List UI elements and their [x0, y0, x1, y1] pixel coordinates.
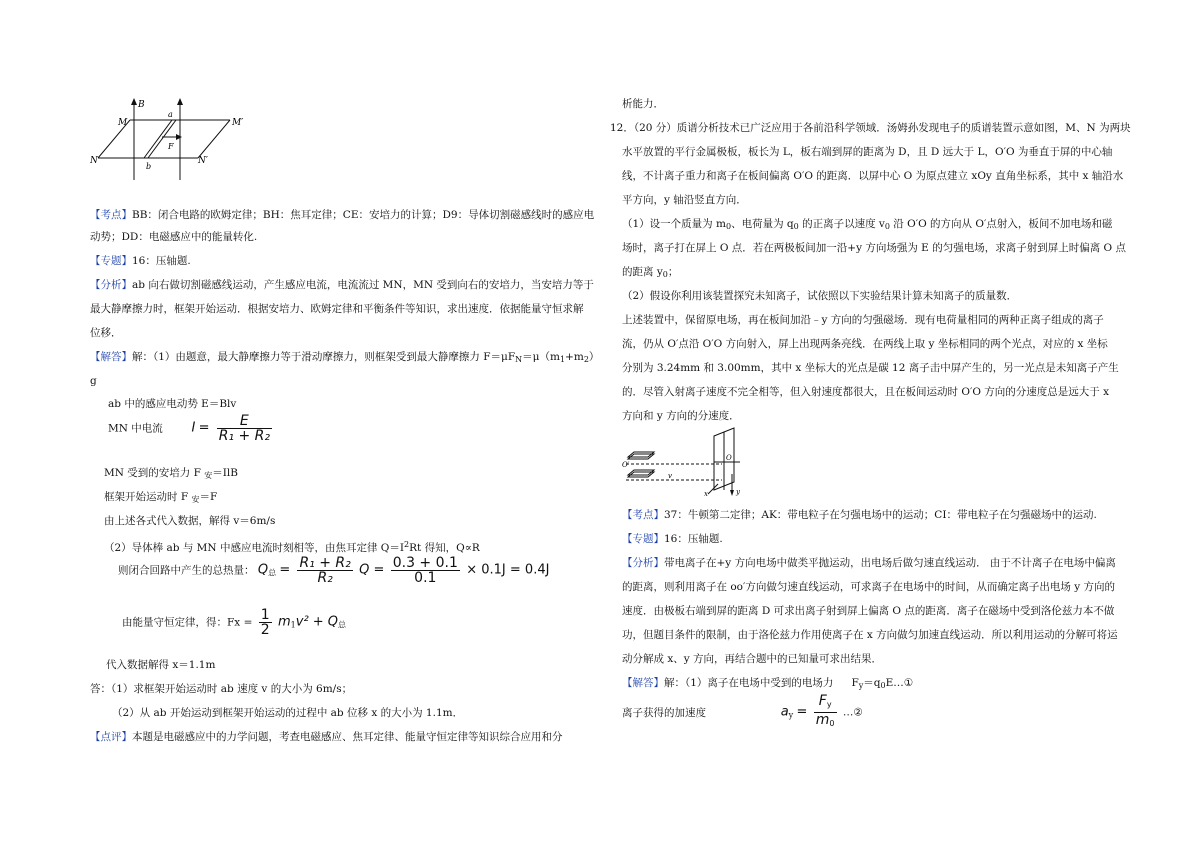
label-M: M	[118, 118, 128, 128]
dianping-tag: 【点评】	[90, 731, 132, 743]
jieda-tag: 【解答】	[90, 351, 132, 363]
label-B: B	[138, 100, 145, 110]
dianping-line: 【点评】本题是电磁感应中的力学问题，考查电磁感应、焦耳定律、能量守恒定律等知识综合应用和分	[90, 731, 563, 743]
sub1-line-1: （1）设一个质量为 $m_0$、电荷量为 $q_0$ 的正离子以速度 $v_0$ 沿 O′O 的方向从 O′点射入，板间不加电场和磁	[622, 218, 1113, 231]
answer-line-1: 答：（1）求框架开始运动时 ab 速度 v 的大小为 6m/s；	[90, 683, 353, 695]
sub1-line-3: 的距离 $y_0$；	[622, 266, 679, 279]
mass-spectrometer-figure	[622, 424, 762, 499]
label-b: b	[146, 162, 152, 171]
r-zhuanti-line: 【专题】16：压轴题.	[622, 533, 723, 545]
label-O: O	[726, 454, 732, 462]
label-v: v	[668, 472, 672, 480]
exp-line-2: 流，仍从 O′点沿 O′O 方向射入，屏上出现两条亮线．在两线上取 y 坐标相同的两个光点，对应的 x 坐标	[622, 338, 1108, 350]
emf-line: ab 中的感应电动势 E＝Blv	[108, 398, 237, 410]
fenxi-line-1: 【分析】ab 向右做切割磁感线运动，产生感应电流，电流流过 MN，MN 受到向右的安培力，当安培力等于	[90, 279, 594, 291]
r-jieda-tag: 【解答】	[622, 677, 664, 689]
kaodian-line-2: 动势；DD：电磁感应中的能量转化.	[90, 231, 258, 243]
accel-line: 离子获得的加速度 $a_y$ = $\frac{F_y}{m_0}$ …②	[622, 694, 863, 731]
sub1-line-2: 场时，离子打在屏上 O 点．若在两极板间加一沿+y 方向场强为 E 的匀强电场，求离子射到屏上时偏离 O 点	[622, 242, 1126, 254]
jieda-line-2: g	[90, 375, 97, 387]
jieda-line-1: 【解答】解：（1）由题意，最大静摩擦力等于滑动摩擦力，则框架受到最大静摩擦力 $F=\mu F_N=\mu(m_1+m_2)$	[90, 351, 600, 364]
fenxi-line-3: 位移．	[90, 327, 122, 339]
kaodian-line-1: 【考点】BB：闭合电路的欧姆定律；BH：焦耳定律；CE：安培力的计算；D9：导体切割磁感线时的感应电	[90, 209, 595, 221]
current-line: MN 中电流 I = $\frac{E}{\text{R₁ + R₂}}$	[108, 413, 270, 444]
label-y: y	[736, 488, 740, 496]
r-kaodian-line: 【考点】37：牛顿第二定律；AK：带电粒子在匀强电场中的运动；CI：带电粒子在匀强磁场中的运动.	[622, 509, 1097, 521]
label-x: x	[704, 490, 708, 498]
exp-line-3: 分别为 3.24mm 和 3.00mm，其中 x 坐标大的光点是碳 12 离子击中屏产生的，另一光点是未知离子产生	[622, 362, 1119, 374]
current-fraction: $\frac{E}{\text{R₁ + R₂}}$	[218, 413, 270, 444]
force-line: MN 受到的安培力 F $_安$＝IlB	[104, 467, 238, 480]
r-zhuanti-tag: 【专题】	[622, 533, 664, 545]
start-line: 框架开始运动时 F $_安$＝F	[104, 491, 218, 504]
exp-line-4: 的．尽管入射离子速度不完全相等，但入射速度都很大，且在板间运动时 O′O 方向的分速度总是远大于 x	[622, 386, 1110, 398]
zhuanti-line: 【专题】16：压轴题.	[90, 255, 191, 267]
label-M-prime: M′	[232, 118, 244, 128]
fenxi-tag: 【分析】	[90, 279, 132, 291]
exp-line-5: 方向和 y 方向的分速度．	[622, 410, 740, 422]
heat-fraction-2: $\frac{0.3 + 0.1}{0.1}$	[392, 555, 458, 586]
q12-line-1: 12．（20 分）质谱分析技术已广泛应用于各前沿科学领域．汤姆孙发现电子的质谱装置示意如图，M、N 为两块	[610, 122, 1131, 134]
q12-line-3: 线，不计离子重力和离子在板间偏离 O′O 的距离．以屏中心 O 为原点建立 xOy 直角坐标系，其中 x 轴沿水	[622, 170, 1124, 182]
r-kaodian-tag: 【考点】	[622, 509, 664, 521]
r-fenxi-line-1: 【分析】带电离子在+y 方向电场中做类平抛运动，出电场后做匀速直线运动． 由于不计离子在电场中偏离	[622, 557, 1116, 569]
label-a: a	[168, 110, 173, 119]
r-jieda-line: 【解答】解：（1）离子在电场中受到的电场力 $F_y=q_0E\dots ①$	[622, 677, 914, 690]
solve-x-line: 代入数据解得 x＝1.1m	[106, 659, 216, 671]
r-fenxi-line-5: 动分解成 x、y 方向，再结合题中的已知量可求出结果．	[622, 653, 883, 665]
label-O-prime: O′	[622, 461, 630, 469]
rail-frame-figure	[90, 95, 260, 190]
fenxi-line-2: 最大静摩擦力时，框架开始运动．根据安培力、欧姆定律和平衡条件等知识，求出速度．依据能量守恒求解	[90, 303, 584, 315]
r-fenxi-line-4: 功，但题目条件的限制，由于洛伦兹力作用使离子在 x 方向做匀加速直线运动．所以利用运动的分解可将运	[622, 629, 1118, 641]
energy-line: 由能量守恒定律，得：Fx = $\frac{1}{2}$ $m_1v^2 + Q_总$	[122, 607, 347, 638]
label-N: N	[90, 156, 98, 166]
solve-v-line: 由上述各式代入数据，解得 v＝6m/s	[104, 515, 276, 527]
part2-line: （2）导体棒 ab 与 MN 中感应电流时刻相等，由焦耳定律 $Q=I^2Rt$ 得知，Q∝R	[104, 540, 480, 554]
kaodian-tag: 【考点】	[90, 209, 132, 221]
label-N-prime: N′	[198, 156, 208, 166]
accel-fraction: $\frac{F_y}{m_0}$	[815, 693, 835, 728]
heat-line: 则闭合回路中产生的总热量： $Q_总$ = $\frac{\text{R₁ + R₂}}{\text{R₂}}$ Q = $\frac{0.3 + 0.1}{0.1}$ × 0.1J = 0.4J	[118, 555, 550, 586]
energy-fraction: $\frac{1}{2}$	[260, 607, 270, 638]
zhuanti-tag: 【专题】	[90, 255, 132, 267]
q12-line-4: 平方向，y 轴沿竖直方向．	[622, 194, 747, 206]
r-fenxi-line-2: 的距离，则利用离子在 oo′方向做匀速直线运动，可求离子在电场中的时间，从而确定离子出电场 y 方向的	[622, 581, 1115, 593]
heat-fraction-1: $\frac{\text{R₁ + R₂}}{\text{R₂}}$	[299, 555, 351, 586]
exp-line-1: 上述装置中，保留原电场，再在板间加沿﹣y 方向的匀强磁场．现有电荷量相同的两种正离子组成的离子	[622, 314, 1104, 326]
label-F: F	[168, 142, 174, 151]
r-fenxi-tag: 【分析】	[622, 557, 664, 569]
q12-line-2: 水平放置的平行金属极板，板长为 L，板右端到屏的距离为 D，且 D 远大于 L，O′O 为垂直于屏的中心轴	[622, 146, 1113, 158]
continuation-line: 析能力．	[622, 98, 664, 110]
answer-line-2: （2）从 ab 开始运动到框架开始运动的过程中 ab 位移 x 的大小为 1.1m．	[112, 707, 464, 719]
sub2-line: （2）假设你利用该装置探究未知离子，试依照以下实验结果计算未知离子的质量数．	[622, 290, 1018, 302]
r-fenxi-line-3: 速度．由极板右端到屏的距离 D 可求出离子射到屏上偏离 O 点的距离．离子在磁场中受到洛伦兹力本不做	[622, 605, 1115, 617]
